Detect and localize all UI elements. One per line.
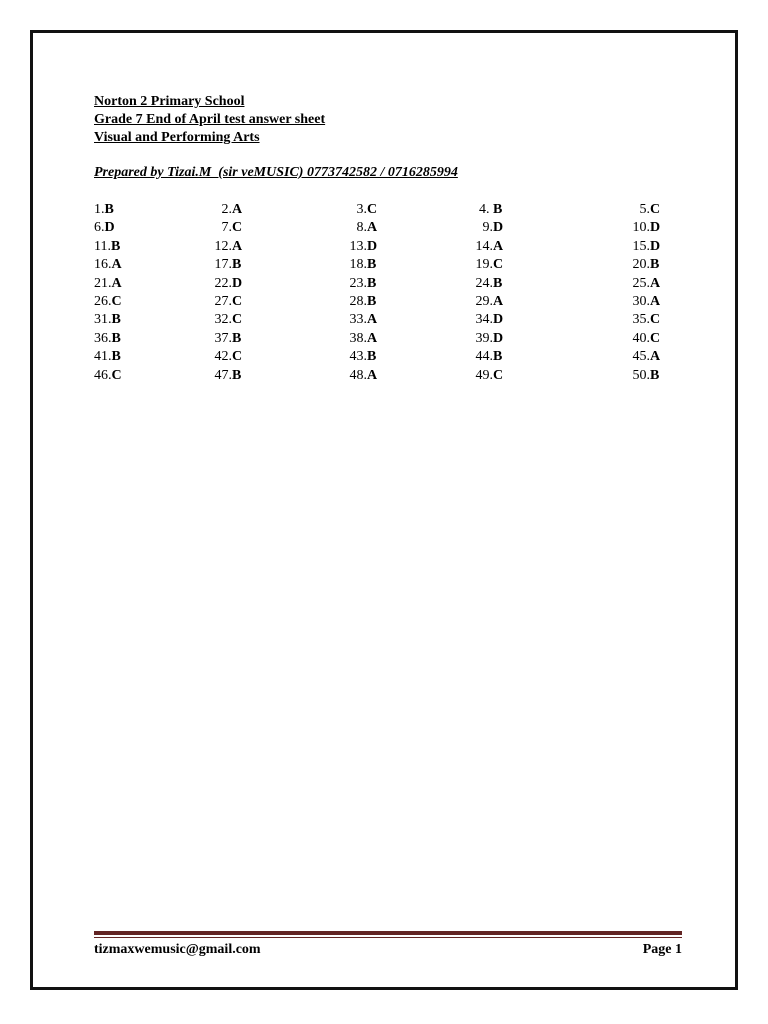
answer-letter: B [650,257,660,273]
answer-cell [347,367,473,385]
answer-letter: D [493,312,504,328]
answer-cell [212,275,347,293]
answer-letter: B [232,367,242,383]
answer-cell [94,367,212,385]
answer-letter: A [650,275,661,291]
answer-number: 24. [475,275,493,291]
answer-letter: A [232,202,243,217]
answer-number: 26. [94,294,112,310]
answer-cell [212,348,347,366]
answer-number: 16. [94,257,112,273]
answer-letter: B [111,330,121,346]
answer-number: 5. [639,202,650,217]
answer-letter: A [493,294,504,310]
answer-number: 25. [632,275,650,291]
answer-cell [212,256,347,274]
document-header [94,93,325,147]
footer-rule [94,931,682,938]
answer-letter: D [104,220,115,236]
answer-letter: D [232,275,243,291]
answer-cell [347,330,473,348]
answer-number: 34. [475,312,493,328]
document-page [30,30,738,990]
answer-cell [94,330,212,348]
answer-number: 39. [475,330,493,346]
answer-letter: B [111,312,121,328]
answer-letter: B [367,349,377,365]
answer-cell [347,311,473,329]
answer-cell [473,311,630,329]
answer-number: 31. [94,312,112,328]
answer-number: 47. [214,367,232,383]
answer-cell [212,238,347,256]
answer-number: 49. [475,367,493,383]
answer-letter: A [367,367,378,383]
answer-cell [630,275,684,293]
answer-letter: B [493,349,503,365]
answer-cell [94,201,212,219]
answer-cell [473,219,630,237]
answer-letter: B [650,367,660,383]
answer-cell [212,367,347,385]
answer-letter: B [367,257,377,273]
answer-number: 33. [349,312,367,328]
answer-number: 48. [349,367,367,383]
answer-number: 35. [632,312,650,328]
answer-letter: A [367,220,378,236]
answer-number: 27. [214,294,232,310]
answer-number: 30. [632,294,650,310]
answer-cell [347,348,473,366]
answer-letter: C [232,294,243,310]
answer-letter: B [493,275,503,291]
answer-letter: B [367,294,377,310]
answer-number: 21. [94,275,112,291]
answer-cell [473,330,630,348]
answer-number: 42. [214,349,232,365]
answer-letter: A [111,257,122,273]
answer-letter: B [111,349,121,365]
answer-letter: C [232,349,243,365]
answer-cell [94,293,212,311]
answer-number: 43. [349,349,367,365]
answer-letter: A [367,330,378,346]
answer-cell [473,348,630,366]
answer-letter: D [650,238,661,254]
answer-number: 45. [632,349,650,365]
answer-number: 32. [214,312,232,328]
answer-letter: C [367,202,378,217]
answer-cell [347,201,473,219]
answer-number: 1. [94,202,105,217]
test-title: Grade 7 End of April test answer sheet [94,112,326,127]
answer-number: 44. [475,349,493,365]
answer-letter: C [650,202,661,217]
answer-number: 7. [221,220,232,236]
answer-cell [347,256,473,274]
answer-letter: C [493,367,504,383]
answer-cell [94,348,212,366]
answer-number: 11. [94,238,111,254]
answer-number: 13. [349,238,367,254]
answer-letter: C [650,312,661,328]
answer-letter: B [493,202,503,217]
answer-number: 28. [349,294,367,310]
answer-letter: A [493,238,504,254]
answer-number: 14. [475,238,493,254]
answer-cell [94,238,212,256]
answer-number: 29. [475,294,493,310]
answer-cell [630,367,684,385]
answer-cell [212,330,347,348]
answer-letter: A [232,238,243,254]
answer-number: 40. [632,330,650,346]
answer-letter: D [650,220,661,236]
answer-number: 50. [632,367,650,383]
subject-name: Visual and Performing Arts [94,130,260,145]
answer-cell [347,219,473,237]
page-number: Page 1 [642,942,682,957]
answer-letter: B [232,330,242,346]
answer-letter: C [111,294,122,310]
answer-cell [473,238,630,256]
answer-cell [630,293,684,311]
answer-number: 4. [479,202,493,217]
answer-cell [630,311,684,329]
answer-number: 6. [94,220,105,236]
document-footer [94,941,682,959]
answer-cell [212,293,347,311]
answer-cell [94,311,212,329]
answer-letter: B [104,202,114,217]
answer-cell [630,201,684,219]
answer-letter: C [232,312,243,328]
answer-number: 41. [94,349,112,365]
answer-number: 10. [632,220,650,236]
answer-cell [347,293,473,311]
answer-grid [94,201,684,385]
answer-cell [473,367,630,385]
answer-cell [473,256,630,274]
answer-cell [630,238,684,256]
answer-letter: C [493,257,504,273]
answer-number: 38. [349,330,367,346]
answer-number: 19. [475,257,493,273]
answer-cell [212,219,347,237]
answer-cell [473,275,630,293]
answer-cell [630,219,684,237]
answer-letter: C [650,330,661,346]
answer-letter: A [650,349,661,365]
answer-cell [630,348,684,366]
answer-letter: D [367,238,378,254]
answer-letter: A [367,312,378,328]
answer-cell [212,311,347,329]
answer-letter: B [110,238,121,254]
answer-number: 22. [214,275,232,291]
prepared-by-line: Prepared by Tizai.M (sir veMUSIC) 0773742582 / 0716285994 [94,165,458,180]
answer-cell [94,256,212,274]
answer-letter: A [650,294,661,310]
answer-letter: A [111,275,122,291]
answer-number: 20. [632,257,650,273]
answer-number: 18. [349,257,367,273]
answer-number: 23. [349,275,367,291]
answer-cell [212,201,347,219]
answer-letter: C [111,367,122,383]
answer-number: 36. [94,330,112,346]
answer-cell [94,275,212,293]
answer-letter: D [493,330,504,346]
answer-cell [630,330,684,348]
answer-letter: C [232,220,243,236]
answer-number: 2. [221,202,232,217]
answer-number: 15. [632,238,650,254]
answer-number: 8. [356,220,367,236]
answer-cell [347,275,473,293]
answer-cell [473,293,630,311]
answer-number: 9. [482,220,493,236]
school-name: Norton 2 Primary School [94,94,245,109]
answer-cell [473,201,630,219]
answer-letter: D [493,220,504,236]
answer-cell [630,256,684,274]
answer-number: 37. [214,330,232,346]
answer-number: 12. [214,238,232,254]
answer-number: 46. [94,367,112,383]
answer-cell [94,219,212,237]
answer-number: 3. [356,202,367,217]
answer-cell [347,238,473,256]
answer-letter: B [232,257,242,273]
answer-number: 17. [214,257,232,273]
footer-email: tizmaxwemusic@gmail.com [94,942,261,957]
answer-letter: B [367,275,377,291]
